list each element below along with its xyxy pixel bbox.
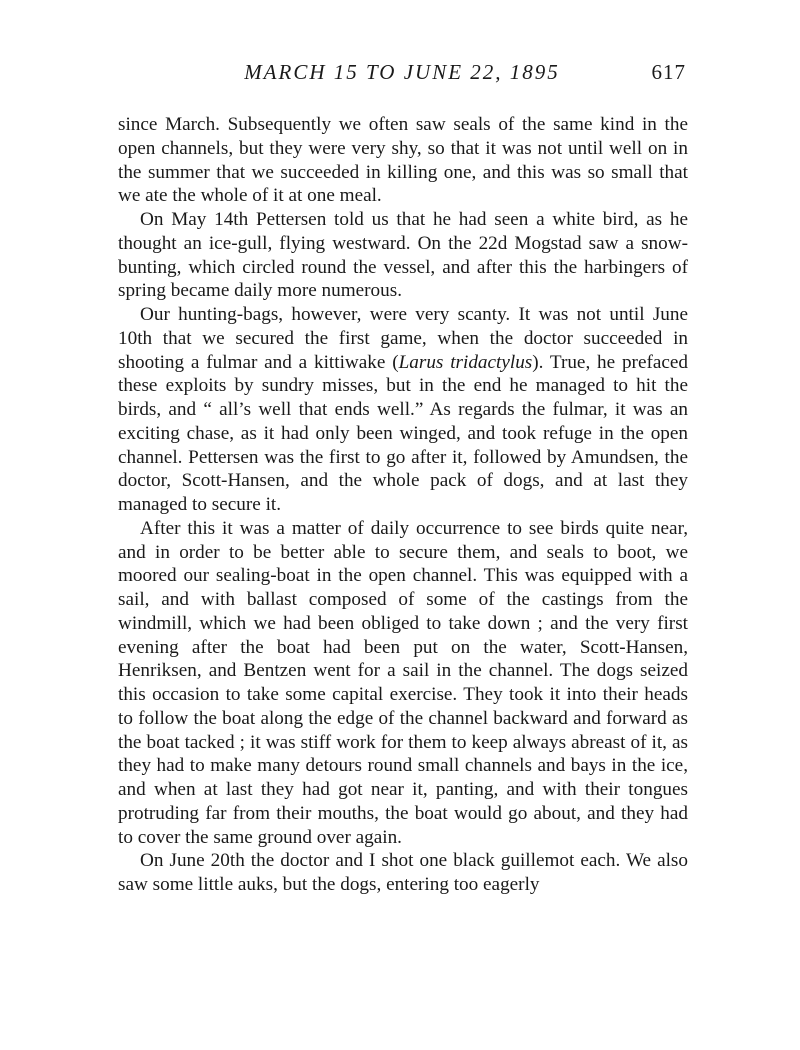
page-number: 617	[651, 60, 686, 84]
paragraph-text: ). True, he prefaced these exploits by sundry misses, but in the end he managed to hit the birds, and “ all’s well that ends well.” As regards the fulmar, it was an exciting chase, as it had only been winged, and took refuge in the open channel. Pettersen was the first to go after it, followed by Amundsen, the doctor, Scott-Hansen, and the whole pack of dogs, and at last they managed to secure it.	[118, 351, 688, 515]
paragraph	[118, 208, 688, 303]
paragraph	[118, 517, 688, 850]
running-title: MARCH 15 TO JUNE 22, 1895	[244, 60, 560, 84]
paragraph-text: since March. Subsequently we often saw seals of the same kind in the open channels, but they were very shy, so that it was not until well on in the summer that we succeeded in killing one, and this was so small that we ate the whole of it at one meal.	[118, 114, 688, 207]
paragraph-text: On June 20th the doctor and I shot one black guillemot each. We also saw some little auks, but the dogs, entering too eagerly	[118, 850, 688, 895]
paragraph-text: After this it was a matter of daily occurrence to see birds quite near, and in order to be better able to secure them, and seals to boot, we moored our sealing-boat in the open channel. This was equipped with a sail, and with ballast composed of some of the castings from the windmill, which we had been obliged to take down ; and the very first evening after the boat had been put on the water, Scott-Hansen, Henriksen, and Bentzen went for a sail in the channel. The dogs seized this occasion to take some capital exercise. They took it into their heads to follow the boat along the edge of the channel backward and forward as the boat tacked ; it was stiff work for them to keep always abreast of it, as they had to make many detours round small channels and bays in the ice, and when at last they had got near it, panting, and with their tongues protruding far from their mouths, the boat would go about, and they had to cover the same ground over again.	[118, 517, 688, 848]
running-head	[118, 60, 686, 90]
paragraph	[118, 113, 688, 208]
paragraph	[118, 849, 688, 897]
paragraph-text: Our hunting-bags, however, were very scanty. It was not until June 10th that we secured the first game, when the doctor succeeded in shooting a fulmar and a kittiwake (	[118, 304, 688, 373]
species-name: Larus tridactylus	[398, 351, 533, 373]
paragraph	[118, 303, 688, 517]
paragraph-text: On May 14th Pettersen told us that he had seen a white bird, as he thought an ice-gull, flying westward. On the 22d Mogstad saw a snow-bunting, which circled round the vessel, and after this the harbingers of spring became daily more numerous.	[118, 209, 688, 302]
body-text	[118, 113, 688, 897]
